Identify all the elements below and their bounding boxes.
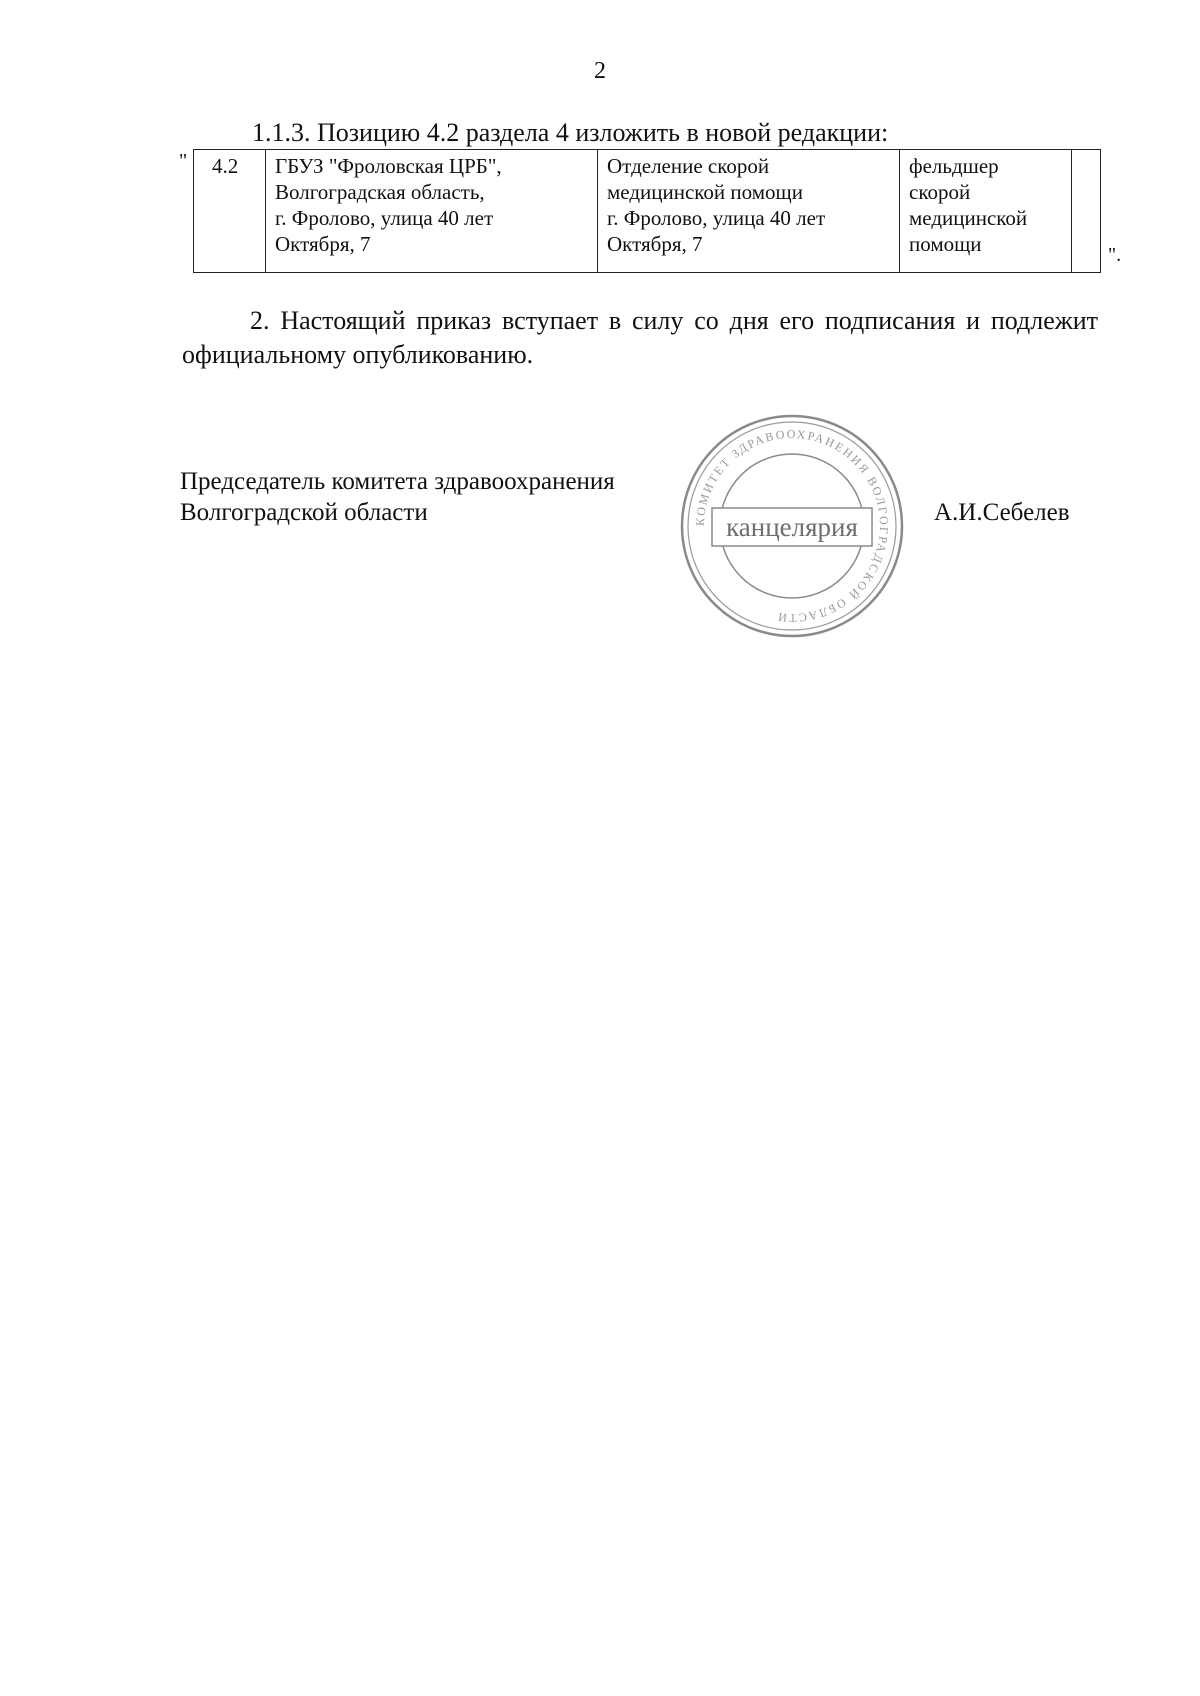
table-row <box>194 150 1101 273</box>
org-line: Волгоградская область, <box>275 180 485 204</box>
position-line: помощи <box>909 232 982 256</box>
cell-department <box>598 150 900 273</box>
office-stamp <box>676 410 908 642</box>
open-quote: " <box>179 150 188 172</box>
close-quote: ". <box>1108 244 1122 266</box>
org-line: ГБУЗ "Фроловская ЦРБ", <box>275 154 502 178</box>
item-two-paragraph: 2. Настоящий приказ вступает в силу со дня его подписания и подлежит официальному опубликованию. <box>182 306 1098 369</box>
position-line: фельдшер <box>909 154 999 178</box>
dept-line: медицинской помощи <box>607 180 803 204</box>
cell-organization <box>266 150 598 273</box>
stamp-ring-text: КОМИТЕТ ЗДРАВООХРАНЕНИЯ ВОЛГОГРАДСКОЙ ОБЛАСТИ <box>692 426 892 626</box>
dept-line: Отделение скорой <box>607 154 770 178</box>
org-line: г. Фролово, улица 40 лет <box>275 206 494 230</box>
position-line: скорой <box>909 180 971 204</box>
signer-title-line2: Волгоградской области <box>180 499 428 526</box>
stamp-center-text: канцелярия <box>726 512 858 542</box>
signer-name: А.И.Себелев <box>934 499 1070 526</box>
amendment-table <box>193 149 1101 273</box>
cell-extra <box>1072 150 1101 273</box>
dept-line: Октября, 7 <box>607 232 703 256</box>
org-line: Октября, 7 <box>275 232 371 256</box>
cell-number: 4.2 <box>194 150 266 273</box>
cell-position <box>900 150 1072 273</box>
page-number: 2 <box>594 58 606 84</box>
signer-title <box>180 466 615 528</box>
section-intro: 1.1.3. Позицию 4.2 раздела 4 изложить в новой редакции: <box>252 118 889 147</box>
position-line: медицинской <box>909 206 1028 230</box>
signer-title-line1: Председатель комитета здравоохранения <box>180 468 615 495</box>
dept-line: г. Фролово, улица 40 лет <box>607 206 826 230</box>
